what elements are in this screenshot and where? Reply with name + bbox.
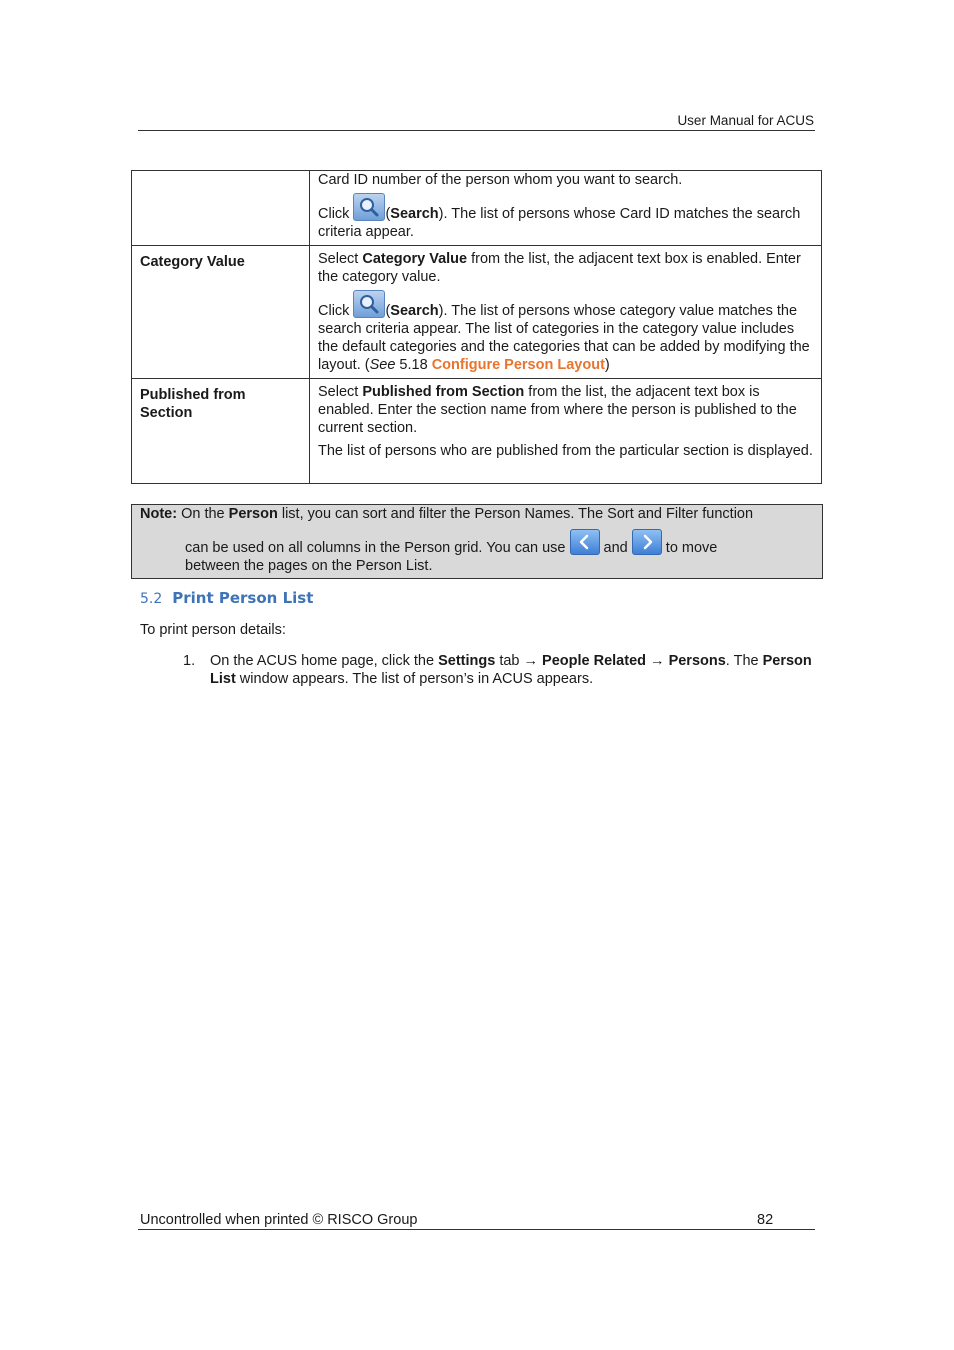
- note-line: can be used on all columns in the Person grid. You can use and to move: [140, 529, 814, 557]
- note-label: Note:: [140, 506, 178, 522]
- param-label: [140, 171, 301, 178]
- header-rule: [138, 130, 815, 131]
- section-heading: [140, 589, 313, 607]
- table-row: [132, 246, 822, 379]
- footer-text: Uncontrolled when printed © RISCO Group: [140, 1212, 418, 1228]
- description-cell: [310, 171, 822, 246]
- param-cell: [132, 171, 310, 246]
- table-row: [132, 379, 822, 484]
- intro-text: To print person details:: [140, 622, 286, 638]
- search-icon: [353, 290, 385, 318]
- param-label: Published from Section: [140, 387, 246, 421]
- configure-person-layout-link[interactable]: Configure Person Layout: [431, 357, 605, 373]
- description-text: Select Published from Section from the list, the adjacent text box is enabled. Enter the section name from where the person is published to the current section.: [318, 384, 797, 436]
- chevron-left-icon: [570, 529, 600, 555]
- description-text: Click (Search). The list of persons whose Card ID matches the search criteria appear.: [318, 193, 813, 241]
- step-text: On the ACUS home page, click the Settings tab → People Related → Persons. The Person List window appears. The list of person’s in ACUS appears.: [210, 653, 812, 687]
- search-icon: [353, 193, 385, 221]
- step-number: 1.: [183, 653, 196, 669]
- section-number: 5.2: [140, 591, 163, 607]
- description-text: Card ID number of the person whom you want to search.: [318, 172, 683, 188]
- footer-rule: [138, 1229, 815, 1230]
- description-text: Select Category Value from the list, the adjacent text box is enabled. Enter the category value.: [318, 251, 801, 285]
- param-label: Category Value: [140, 254, 245, 270]
- description-text: Click (Search). The list of persons whose category value matches the search criteria appear. The list of categories in the category value includes the default categories and the categories that can be added by modifying the layout. (See 5.18 Configure Person Layout): [318, 290, 813, 374]
- section-title: Print Person List: [172, 589, 314, 607]
- description-text: The list of persons who are published from the particular section is displayed.: [318, 443, 813, 459]
- param-cell: [132, 379, 310, 484]
- description-cell: [310, 379, 822, 484]
- note-box: [131, 504, 823, 579]
- table-row: [132, 171, 822, 246]
- note-line: between the pages on the Person List.: [185, 558, 433, 574]
- parameter-table: [131, 170, 822, 484]
- note-line: Note: On the Person list, you can sort and filter the Person Names. The Sort and Filter function: [140, 506, 754, 522]
- page-number: 82: [757, 1212, 774, 1228]
- description-cell: [310, 246, 822, 379]
- chevron-right-icon: [632, 529, 662, 555]
- list-item: [183, 652, 813, 688]
- header-title: User Manual for ACUS: [677, 113, 814, 128]
- param-cell: [132, 246, 310, 379]
